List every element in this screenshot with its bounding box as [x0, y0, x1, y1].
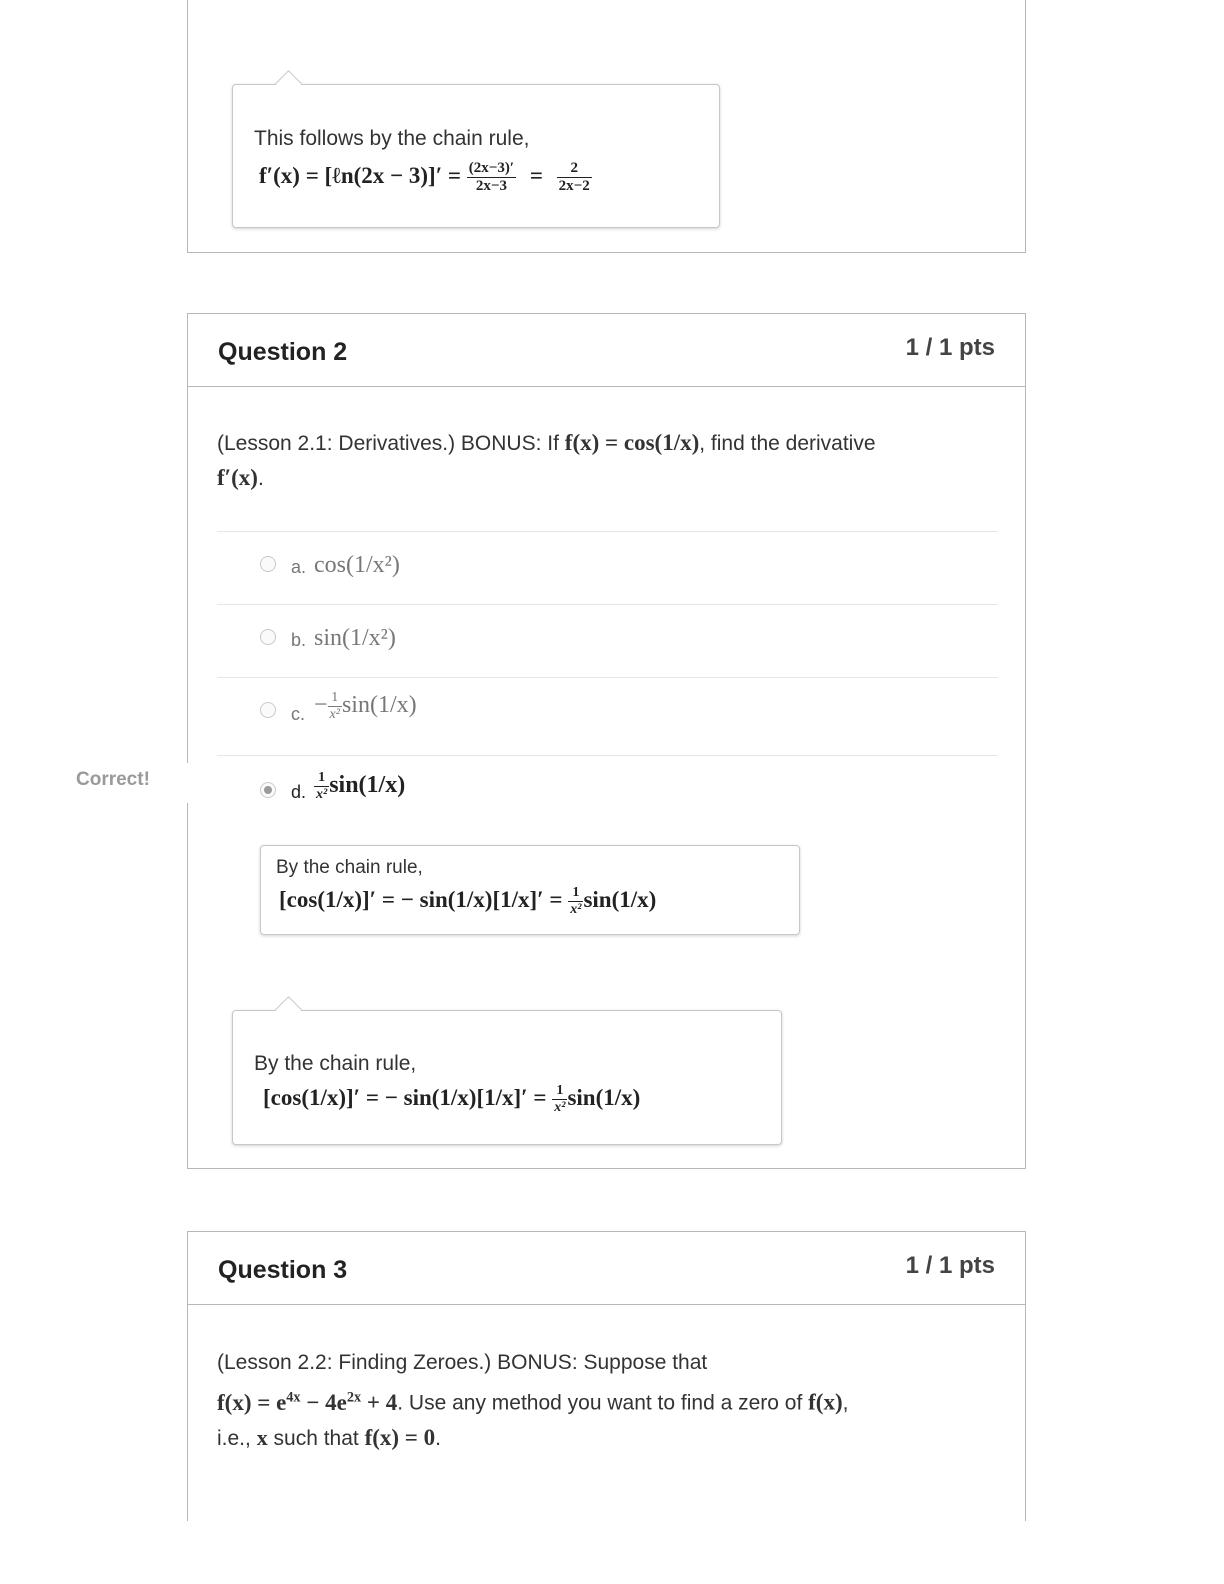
radio-button-selected[interactable] — [260, 782, 276, 798]
prompt-condition: f(x) = 0 — [364, 1424, 436, 1450]
answer-comment — [260, 845, 800, 935]
answer-expression: − $\frac{1}{\text{x²}}$ sin(1/x) — [314, 690, 417, 722]
answer-option-d[interactable] — [217, 755, 998, 846]
comment-equation: [cos(1/x)]′ = − sin(1/x)[1/x]′ = $\frac{1}{\text{x²}}$ sin(1/x) — [263, 1083, 641, 1115]
comment-text: By the chain rule, — [276, 857, 423, 878]
comment-pointer — [275, 70, 302, 97]
eq-fraction-1: $\frac{(2x-3)'}{2x-3}$ — [468, 160, 515, 194]
comment-fraction: $\frac{1}{\text{x²}}$ — [554, 1083, 566, 1115]
question-3-panel — [187, 1231, 1026, 1521]
answer-letter: d. — [291, 782, 307, 802]
question-points: 1 / 1 pts — [905, 334, 995, 361]
general-feedback-comment — [232, 1010, 782, 1145]
answer-fraction: $\frac{1}{\text{x²}}$ — [316, 770, 328, 802]
eq-fraction-2: $\frac{2}{2x-2}$ — [558, 160, 590, 194]
question-title: Question 2 — [218, 338, 348, 366]
question-prompt: (Lesson 2.2: Finding Zeroes.) BONUS: Suppose that $f(x) = e^{4x} - 4e^{2x} + 4$. Use any method you want to find a zero of f(x), i.e., x such that f(x) = 0. — [217, 1351, 849, 1450]
prompt-function: $f(x) = e^{4x} - 4e^{2x} + 4$ — [217, 1389, 398, 1415]
radio-button[interactable] — [260, 702, 276, 718]
radio-button[interactable] — [260, 629, 276, 645]
answer-fraction: $\frac{1}{\text{x²}}$ — [329, 690, 340, 722]
question-title: Question 3 — [218, 1256, 348, 1284]
previous-question-panel — [187, 0, 1026, 253]
comment-equation: [cos(1/x)]′ = − sin(1/x)[1/x]′ = $\frac{1}{\text{x²}}$ sin(1/x) — [279, 885, 657, 917]
prompt-variable: x — [256, 1424, 268, 1450]
answer-letter: a. — [291, 557, 307, 577]
answer-expression: $\frac{1}{\text{x²}}$ sin(1/x) — [316, 770, 406, 802]
answer-letter: c. — [291, 704, 306, 724]
eq-lhs: f′(x) = [ℓn(2x − 3)]′ = — [259, 162, 462, 188]
question-prompt: (Lesson 2.1: Derivatives.) BONUS: If f(x) = cos(1/x), find the derivative f′(x). — [217, 430, 876, 490]
radio-button[interactable] — [260, 556, 276, 572]
previous-feedback-comment — [232, 84, 720, 228]
eq-mid: = — [529, 162, 543, 188]
question-points: 1 / 1 pts — [905, 1252, 995, 1279]
question-2-header — [188, 314, 1025, 387]
comment-text: By the chain rule, — [254, 1052, 417, 1075]
comment-pointer — [275, 996, 302, 1023]
answer-option-a[interactable] — [217, 531, 998, 604]
comment-fraction: $\frac{1}{\text{x²}}$ — [570, 885, 582, 917]
prompt-function: f(x) = cos(1/x) — [564, 430, 700, 455]
question-3-header — [188, 1232, 1025, 1305]
prompt-derivative: f′(x) — [217, 465, 258, 490]
answer-letter: b. — [291, 630, 307, 650]
question-2-panel — [187, 313, 1026, 1169]
answer-option-c[interactable] — [217, 677, 998, 755]
answer-option-b[interactable] — [217, 604, 998, 677]
feedback-equation — [259, 161, 592, 194]
feedback-text: This follows by the chain rule, — [254, 127, 530, 150]
correct-marker-gap — [186, 763, 190, 803]
answer-expression: cos(1/x²) — [314, 552, 400, 578]
correct-label: Correct! — [76, 769, 150, 790]
prompt-function-ref: f(x) — [808, 1389, 843, 1415]
answer-expression: sin(1/x²) — [314, 625, 396, 651]
